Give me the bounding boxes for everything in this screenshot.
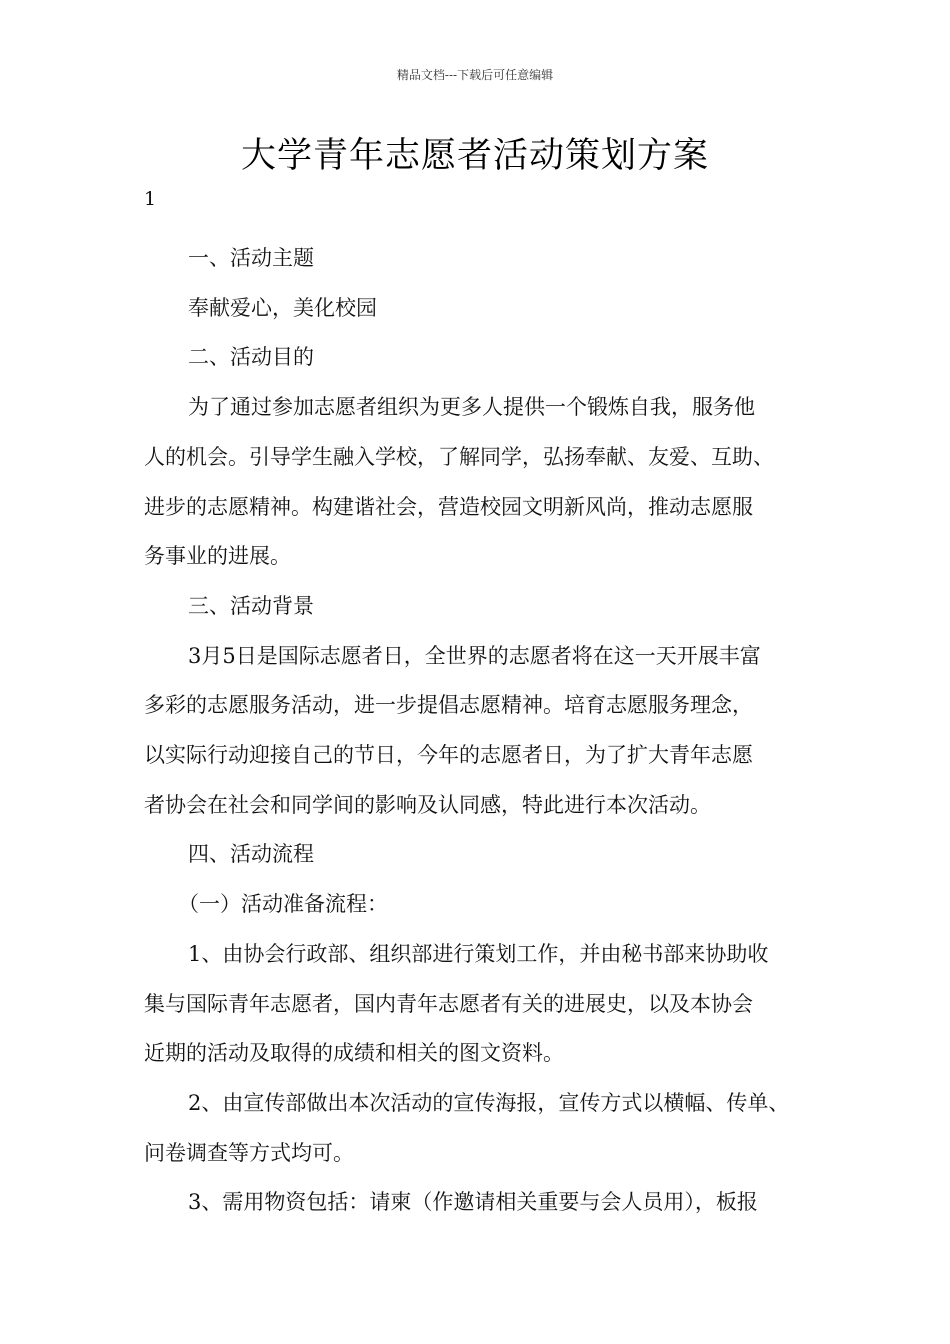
body-line: 以实际行动迎接自己的节日，今年的志愿者日，为了扩大青年志愿 <box>144 743 753 768</box>
document-body <box>144 234 814 1228</box>
body-line: 近期的活动及取得的成绩和相关的图文资料。 <box>144 1041 564 1066</box>
body-line: 务事业的进展。 <box>144 544 291 569</box>
document-title: 大学青年志愿者活动策划方案 <box>240 136 709 176</box>
body-line: 3月5日是国际志愿者日，全世界的志愿者将在这一天开展丰富 <box>188 643 761 668</box>
page-header: 精品文档---下载后可任意编辑 <box>396 68 554 82</box>
body-line: 集与国际青年志愿者，国内青年志愿者有关的进展史，以及本协会 <box>144 991 753 1016</box>
body-line: 者协会在社会和同学间的影响及认同感，特此进行本次活动。 <box>144 792 711 817</box>
body-line: 2、由宣传部做出本次活动的宣传海报，宣传方式以横幅、传单、 <box>188 1090 790 1115</box>
body-line: 四、活动流程 <box>188 842 314 867</box>
body-line: 奉献爱心，美化校园 <box>188 295 377 320</box>
body-line: 一、活动主题 <box>188 246 314 270</box>
page-number: 1 <box>144 188 157 210</box>
body-line: （一）活动准备流程： <box>178 892 388 917</box>
body-line: 人的机会。引导学生融入学校，了解同学，弘扬奉献、友爱、互助、 <box>144 444 774 469</box>
body-line: 问卷调查等方式均可。 <box>144 1140 354 1165</box>
body-line: 三、活动背景 <box>188 593 314 618</box>
body-line: 3、需用物资包括：请柬（作邀请相关重要与会人员用），板报 <box>188 1190 758 1215</box>
body-line: 多彩的志愿服务活动，进一步提倡志愿精神。培育志愿服务理念， <box>144 693 753 718</box>
body-line: 1、由协会行政部、组织部进行策划工作，并由秘书部来协助收 <box>188 941 769 966</box>
body-line: 为了通过参加志愿者组织为更多人提供一个锻炼自我，服务他 <box>188 395 755 420</box>
body-line: 二、活动目的 <box>188 345 314 370</box>
body-line: 进步的志愿精神。构建谐社会，营造校园文明新风尚，推动志愿服 <box>144 494 753 519</box>
